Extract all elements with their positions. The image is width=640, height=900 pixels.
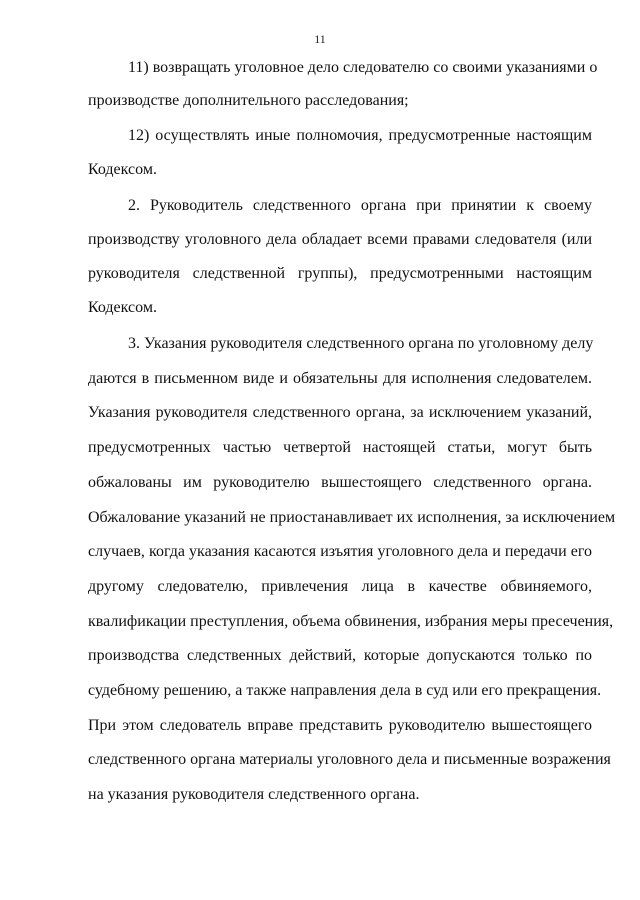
para-3-line-7: случаев, когда указания касаются изъятия уголовного дела и передачи его: [88, 543, 592, 560]
para-3-line-12: При этом следователь вправе представить руководителю вышестоящего: [88, 717, 592, 734]
para-2-line-3: руководителя следственной группы), предусмотренными настоящим: [88, 265, 592, 282]
para-2-line-1: 2. Руководитель следственного органа при принятии к своему: [128, 197, 592, 214]
para-3-line-8: другому следователю, привлечения лица в качестве обвиняемого,: [88, 578, 592, 595]
para-2-line-4: Кодексом.: [88, 299, 157, 316]
item-11-line-2: производстве дополнительного расследования;: [88, 92, 409, 109]
para-3-line-4: предусмотренных частью четвертой настоящей статьи, могут быть: [88, 439, 592, 456]
para-3-line-14: на указания руководителя следственного органа.: [88, 786, 420, 803]
para-3-line-1: 3. Указания руководителя следственного органа по уголовному делу: [128, 335, 594, 352]
para-3-line-5: обжалованы им руководителю вышестоящего следственного органа.: [88, 474, 592, 491]
item-12-line-2: Кодексом.: [88, 161, 157, 178]
item-12-line-1: 12) осуществлять иные полномочия, предусмотренные настоящим: [128, 127, 592, 144]
para-3-line-9: квалификации преступления, объема обвинения, избрания меры пресечения,: [88, 613, 614, 630]
para-3-line-11: судебному решению, а также направления дела в суд или его прекращения.: [88, 682, 602, 699]
item-11-line-1: 11) возвращать уголовное дело следователю со своими указаниями о: [128, 59, 598, 76]
para-3-line-6: Обжалование указаний не приостанавливает их исполнения, за исключением: [88, 509, 616, 526]
para-3-line-10: производства следственных действий, которые допускаются только по: [88, 647, 592, 664]
para-2-line-2: производству уголовного дела обладает всеми правами следователя (или: [88, 231, 592, 248]
page-number: 11: [314, 32, 326, 46]
para-3-line-2: даются в письменном виде и обязательны для исполнения следователем.: [88, 370, 592, 387]
para-3-line-3: Указания руководителя следственного органа, за исключением указаний,: [88, 404, 592, 421]
para-3-line-13: следственного органа материалы уголовного дела и письменные возражения: [88, 751, 611, 768]
